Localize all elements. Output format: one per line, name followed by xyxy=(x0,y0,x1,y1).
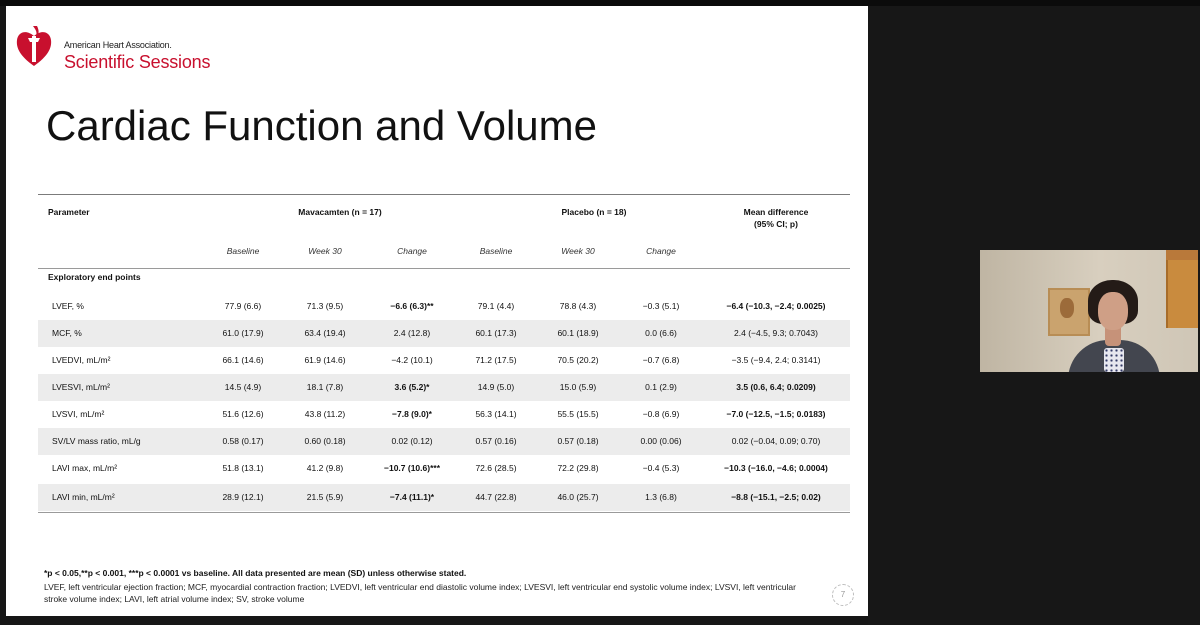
cell-value: 0.1 (2.9) xyxy=(645,382,677,392)
cell-parameter: LVEDVI, mL/m² xyxy=(52,355,111,365)
cell-value: 0.60 (0.18) xyxy=(304,436,346,446)
cell-parameter: LVESVI, mL/m² xyxy=(52,382,110,392)
cell-parameter: LVEF, % xyxy=(52,301,84,311)
speaker-shirt xyxy=(1104,348,1124,372)
subheader-change: Change xyxy=(646,246,676,256)
cell-value: −0.7 (6.8) xyxy=(642,355,680,365)
slide-title: Cardiac Function and Volume xyxy=(46,102,597,149)
cell-value: 77.9 (6.6) xyxy=(224,301,262,311)
cell-value: 41.2 (9.8) xyxy=(306,463,344,473)
cell-mean-difference: −3.5 (−9.4, 2.4; 0.3141) xyxy=(731,355,821,365)
cell-parameter: LVSVI, mL/m² xyxy=(52,409,105,419)
page-number: 7 xyxy=(832,584,854,606)
cell-value: −0.3 (5.1) xyxy=(642,301,680,311)
cell-value: 78.8 (4.3) xyxy=(559,301,597,311)
org-name: American Heart Association. xyxy=(64,40,172,50)
cell-value: 14.9 (5.0) xyxy=(477,382,515,392)
table-row xyxy=(38,347,850,374)
cell-value: 70.5 (20.2) xyxy=(557,355,599,365)
cell-value: 51.6 (12.6) xyxy=(222,409,264,419)
cell-value: 14.5 (4.9) xyxy=(224,382,262,392)
cell-value: 61.0 (17.9) xyxy=(222,328,264,338)
cell-value: 18.1 (7.8) xyxy=(306,382,344,392)
cell-value: 66.1 (14.6) xyxy=(222,355,264,365)
cell-value: 60.1 (17.3) xyxy=(475,328,517,338)
cell-mean-difference: −6.4 (−10.3, −2.4; 0.0025) xyxy=(726,301,826,311)
subheader-week30: Week 30 xyxy=(561,246,595,256)
table-bottom-rule xyxy=(38,512,850,513)
header-placebo: Placebo (n = 18) xyxy=(561,207,627,217)
cell-value: 0.0 (6.6) xyxy=(645,328,677,338)
cell-value: −6.6 (6.3)** xyxy=(390,301,434,311)
event-name: Scientific Sessions xyxy=(64,52,211,72)
table-row xyxy=(38,484,850,511)
cell-value: −4.2 (10.1) xyxy=(391,355,433,365)
cell-parameter: SV/LV mass ratio, mL/g xyxy=(52,436,141,446)
table-header-rule xyxy=(38,268,850,269)
subheader-baseline: Baseline xyxy=(479,246,513,256)
cell-mean-difference: 3.5 (0.6, 6.4; 0.0209) xyxy=(736,382,816,392)
cell-value: 79.1 (4.4) xyxy=(477,301,515,311)
cell-value: 0.57 (0.18) xyxy=(557,436,599,446)
header-mean-difference-ci: (95% CI; p) xyxy=(754,219,798,229)
table-row xyxy=(38,293,850,320)
cell-mean-difference: −7.0 (−12.5, −1.5; 0.0183) xyxy=(726,409,826,419)
cell-value: 60.1 (18.9) xyxy=(557,328,599,338)
cell-value: −7.4 (11.1)* xyxy=(389,492,435,502)
cell-value: 71.2 (17.5) xyxy=(475,355,517,365)
cell-value: 2.4 (12.8) xyxy=(393,328,431,338)
cell-value: 44.7 (22.8) xyxy=(475,492,517,502)
table-row xyxy=(38,401,850,428)
cell-mean-difference: −10.3 (−16.0, −4.6; 0.0004) xyxy=(724,463,828,473)
table-row xyxy=(38,320,850,347)
cell-value: 21.5 (5.9) xyxy=(306,492,344,502)
heart-torch-icon xyxy=(14,22,54,72)
cell-value: −10.7 (10.6)*** xyxy=(384,463,440,473)
cell-value: 71.3 (9.5) xyxy=(306,301,344,311)
cell-value: 72.2 (29.8) xyxy=(557,463,599,473)
aha-logo xyxy=(14,22,214,78)
table-row xyxy=(38,428,850,455)
header-mavacamten: Mavacamten (n = 17) xyxy=(298,207,382,217)
header-parameter: Parameter xyxy=(48,207,90,217)
table-top-rule xyxy=(38,194,850,195)
cell-value: 3.6 (5.2)* xyxy=(394,382,430,392)
cell-mean-difference: −8.8 (−15.1, −2.5; 0.02) xyxy=(731,492,821,502)
speaker-video[interactable] xyxy=(980,250,1198,372)
cell-value: 61.9 (14.6) xyxy=(304,355,346,365)
cell-value: −0.8 (6.9) xyxy=(642,409,680,419)
video-cabinet-top xyxy=(1166,250,1198,260)
cell-value: −0.4 (5.3) xyxy=(642,463,680,473)
cell-value: 0.57 (0.16) xyxy=(475,436,517,446)
video-heart-art xyxy=(1060,298,1074,318)
cell-value: 72.6 (28.5) xyxy=(475,463,517,473)
cell-parameter: LAVI min, mL/m² xyxy=(52,492,115,502)
speaker-face xyxy=(1098,292,1128,330)
cell-parameter: LAVI max, mL/m² xyxy=(52,463,118,473)
cell-value: −7.8 (9.0)* xyxy=(392,409,432,419)
cell-value: 0.02 (0.12) xyxy=(391,436,433,446)
cell-value: 0.00 (0.06) xyxy=(640,436,682,446)
footnote-abbreviations: LVEF, left ventricular ejection fraction; MCF, myocardial contraction fraction; LVEDVI, left ventricular end diastolic volume index; LVESVI, left ventricular end systolic volume index; LVSVI, left ventricular stroke volume index; LAVI, left atrial volume index; SV, stroke volume xyxy=(44,582,796,604)
table-row xyxy=(38,374,850,401)
cell-value: 28.9 (12.1) xyxy=(222,492,264,502)
cell-value: 15.0 (5.9) xyxy=(559,382,597,392)
video-cabinet xyxy=(1166,260,1198,328)
table-row xyxy=(38,455,850,482)
header-mean-difference: Mean difference xyxy=(743,207,809,217)
subheader-week30: Week 30 xyxy=(308,246,342,256)
cell-parameter: MCF, % xyxy=(52,328,82,338)
cell-mean-difference: 2.4 (−4.5, 9.3; 0.7043) xyxy=(734,328,818,338)
subheader-change: Change xyxy=(397,246,427,256)
cell-value: 1.3 (6.8) xyxy=(645,492,677,502)
cell-value: 55.5 (15.5) xyxy=(557,409,599,419)
cell-value: 63.4 (19.4) xyxy=(304,328,346,338)
cell-value: 46.0 (25.7) xyxy=(557,492,599,502)
cell-value: 51.8 (13.1) xyxy=(222,463,264,473)
cell-value: 0.58 (0.17) xyxy=(222,436,264,446)
cell-mean-difference: 0.02 (−0.04, 0.09; 0.70) xyxy=(731,436,821,446)
cell-value: 56.3 (14.1) xyxy=(475,409,517,419)
footnote-significance: *p < 0.05,**p < 0.001, ***p < 0.0001 vs baseline. All data presented are mean (SD) unless otherwise stated. xyxy=(44,568,467,578)
cell-value: 43.8 (11.2) xyxy=(304,409,346,419)
section-label: Exploratory end points xyxy=(48,272,141,282)
presentation-slide xyxy=(6,6,868,616)
subheader-baseline: Baseline xyxy=(226,246,260,256)
